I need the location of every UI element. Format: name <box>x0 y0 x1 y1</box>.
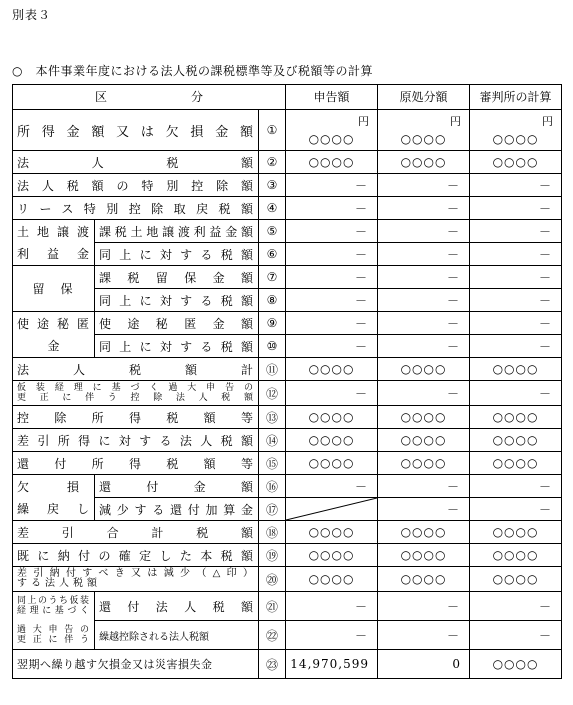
page-title: ○ 本件事業年度における法人税の課税標準等及び税額等の計算 <box>12 64 373 78</box>
cell-original: 0 <box>378 650 470 679</box>
cell-tribunal: － <box>470 381 562 406</box>
group-label: 金 <box>13 335 95 358</box>
row-number: ⑮ <box>259 452 286 475</box>
cell-tribunal: － <box>470 475 562 498</box>
table-row <box>13 621 562 650</box>
cell-original: － <box>378 243 470 266</box>
cell-original: － <box>378 475 470 498</box>
header-tribunal: 審判所の計算 <box>470 85 562 110</box>
cell-original: ○○○○ <box>378 358 470 381</box>
yen-unit: 円 <box>450 115 462 128</box>
row-number: ㉒ <box>259 621 286 650</box>
row-number: ⑤ <box>259 220 286 243</box>
cell-tribunal: － <box>470 312 562 335</box>
row-label: 還付法人税額 <box>95 592 259 621</box>
row-label: リース特別控除取戻税額 <box>13 197 259 220</box>
cell-declared: ○○○○ <box>286 406 378 429</box>
table-row <box>13 592 562 621</box>
cell-original: － <box>378 498 470 521</box>
cell-tribunal: － <box>470 592 562 621</box>
cell-original: ○○○○ <box>378 406 470 429</box>
diagonal-line <box>286 498 377 520</box>
row-number: ㉑ <box>259 592 286 621</box>
row-label: 既に納付の確定した本税額 <box>13 544 259 567</box>
row-number: ⑳ <box>259 567 286 592</box>
document-label: 別表３ <box>12 8 52 22</box>
row-number: ⑯ <box>259 475 286 498</box>
cell-tribunal: － <box>470 335 562 358</box>
row-number: ③ <box>259 174 286 197</box>
yen-unit: 円 <box>542 115 554 128</box>
group-label: 過大申告の 更正に伴う <box>13 621 95 650</box>
cell-original: － <box>378 289 470 312</box>
row-number: ② <box>259 151 286 174</box>
cell-original: － <box>378 592 470 621</box>
row-number: ⑥ <box>259 243 286 266</box>
table-row <box>13 289 562 312</box>
cell-tribunal: － <box>470 498 562 521</box>
row-number: ⑪ <box>259 358 286 381</box>
cell-original: － <box>378 220 470 243</box>
cell-original: ○○○○ <box>378 151 470 174</box>
header-row <box>13 85 562 110</box>
yen-unit: 円 <box>358 115 370 128</box>
cell-declared: － <box>286 312 378 335</box>
table-row <box>13 174 562 197</box>
cell-original: ○○○○ <box>378 521 470 544</box>
cell-tribunal: ○○○○ <box>470 151 562 174</box>
group-label: 欠 損 <box>13 475 95 498</box>
cell-declared: － <box>286 220 378 243</box>
row-number: ⑭ <box>259 429 286 452</box>
cell-original: ○○○○ <box>378 452 470 475</box>
cell-tribunal: ○○○○ <box>470 544 562 567</box>
table-row <box>13 312 562 335</box>
cell-declared: ○○○○ <box>286 429 378 452</box>
group-label: 同上のうち仮装 経理に基づく <box>13 592 95 621</box>
row-label: 仮装経理に基づく過大申告の 更正に伴う控除法人税額 <box>13 381 259 406</box>
header-declared: 申告額 <box>286 85 378 110</box>
row-number: ⑩ <box>259 335 286 358</box>
header-original: 原処分額 <box>378 85 470 110</box>
cell-declared: － <box>286 592 378 621</box>
table-row <box>13 498 562 521</box>
row-label: 同上に対する税額 <box>95 335 259 358</box>
table-row <box>13 266 562 289</box>
table-row <box>13 335 562 358</box>
row-number: ⑧ <box>259 289 286 312</box>
cell-tribunal: － <box>470 197 562 220</box>
table-row <box>13 243 562 266</box>
cell-tribunal: ○○○○ <box>470 429 562 452</box>
cell-original: － <box>378 335 470 358</box>
table-row <box>13 567 562 592</box>
cell-declared-crossed <box>286 498 378 521</box>
cell-declared: 円 ○○○○ <box>286 110 378 151</box>
row-label: 課税留保金額 <box>95 266 259 289</box>
header-category: 区 分 <box>13 85 286 110</box>
cell-declared: － <box>286 174 378 197</box>
row-number: ⑱ <box>259 521 286 544</box>
row-label: 同上に対する税額 <box>95 243 259 266</box>
table-row <box>13 650 562 679</box>
row-label: 課税土地譲渡利益金額 <box>95 220 259 243</box>
cell-declared: ○○○○ <box>286 358 378 381</box>
cell-tribunal: － <box>470 220 562 243</box>
cell-original: 円 ○○○○ <box>378 110 470 151</box>
table-row <box>13 381 562 406</box>
table-row <box>13 406 562 429</box>
cell-declared: － <box>286 621 378 650</box>
cell-declared: ○○○○ <box>286 151 378 174</box>
row-number: ① <box>259 110 286 151</box>
cell-declared: － <box>286 243 378 266</box>
row-label: 法人税額の特別控除額 <box>13 174 259 197</box>
cell-original: － <box>378 197 470 220</box>
cell-declared: － <box>286 381 378 406</box>
row-number: ⑰ <box>259 498 286 521</box>
cell-declared: ○○○○ <box>286 521 378 544</box>
row-number: ⑬ <box>259 406 286 429</box>
table-row <box>13 197 562 220</box>
row-number: ⑦ <box>259 266 286 289</box>
row-label: 差引所得に対する法人税額 <box>13 429 259 452</box>
cell-declared: ○○○○ <box>286 452 378 475</box>
row-number: ⑲ <box>259 544 286 567</box>
cell-declared: － <box>286 266 378 289</box>
cell-declared: － <box>286 475 378 498</box>
cell-declared: ○○○○ <box>286 567 378 592</box>
table-row <box>13 110 562 151</box>
row-label: 繰越控除される法人税額 <box>95 621 259 650</box>
row-label: 還付所得税額等 <box>13 452 259 475</box>
cell-tribunal: ○○○○ <box>470 406 562 429</box>
tax-calculation-table <box>12 84 562 679</box>
row-label: 使途秘匿金額 <box>95 312 259 335</box>
group-label: 留 保 <box>13 266 95 312</box>
group-label: 繰戻し <box>13 498 95 521</box>
cell-tribunal: － <box>470 243 562 266</box>
cell-tribunal: － <box>470 621 562 650</box>
cell-tribunal: ○○○○ <box>470 358 562 381</box>
table-row <box>13 220 562 243</box>
table-row <box>13 544 562 567</box>
cell-tribunal: － <box>470 266 562 289</box>
table-row <box>13 521 562 544</box>
cell-tribunal: ○○○○ <box>470 452 562 475</box>
table-row <box>13 151 562 174</box>
row-label: 同上に対する税額 <box>95 289 259 312</box>
cell-original: － <box>378 312 470 335</box>
row-number: ④ <box>259 197 286 220</box>
cell-declared: － <box>286 197 378 220</box>
cell-original: － <box>378 381 470 406</box>
group-label: 使途秘匿 <box>13 312 95 335</box>
cell-original: － <box>378 174 470 197</box>
group-label: 土地譲渡 <box>13 220 95 243</box>
row-label: 法人税額 <box>13 151 259 174</box>
cell-original: － <box>378 266 470 289</box>
table-row <box>13 358 562 381</box>
table-row <box>13 429 562 452</box>
row-label: 翌期へ繰り越す欠損金又は災害損失金 <box>13 650 259 679</box>
cell-original: ○○○○ <box>378 429 470 452</box>
cell-declared: － <box>286 335 378 358</box>
row-label: 差引納付すべき又は減少（△印） する法人税額 <box>13 567 259 592</box>
cell-original: ○○○○ <box>378 544 470 567</box>
row-label: 減少する還付加算金 <box>95 498 259 521</box>
row-number: ⑫ <box>259 381 286 406</box>
row-label: 控除所得税額等 <box>13 406 259 429</box>
row-label: 還付金額 <box>95 475 259 498</box>
cell-tribunal: － <box>470 174 562 197</box>
cell-tribunal: － <box>470 289 562 312</box>
cell-original: ○○○○ <box>378 567 470 592</box>
cell-declared: 14,970,599 <box>286 650 378 679</box>
table-row <box>13 452 562 475</box>
cell-declared: ○○○○ <box>286 544 378 567</box>
cell-original: － <box>378 621 470 650</box>
cell-tribunal: ○○○○ <box>470 567 562 592</box>
cell-tribunal: ○○○○ <box>470 650 562 679</box>
cell-tribunal: ○○○○ <box>470 521 562 544</box>
cell-declared: － <box>286 289 378 312</box>
row-label: 所得金額又は欠損金額 <box>13 110 259 151</box>
table-row <box>13 475 562 498</box>
cell-tribunal: 円 ○○○○ <box>470 110 562 151</box>
row-number: ㉓ <box>259 650 286 679</box>
row-label: 法人税額計 <box>13 358 259 381</box>
row-number: ⑨ <box>259 312 286 335</box>
group-label: 利益金 <box>13 243 95 266</box>
row-label: 差引合計税額 <box>13 521 259 544</box>
